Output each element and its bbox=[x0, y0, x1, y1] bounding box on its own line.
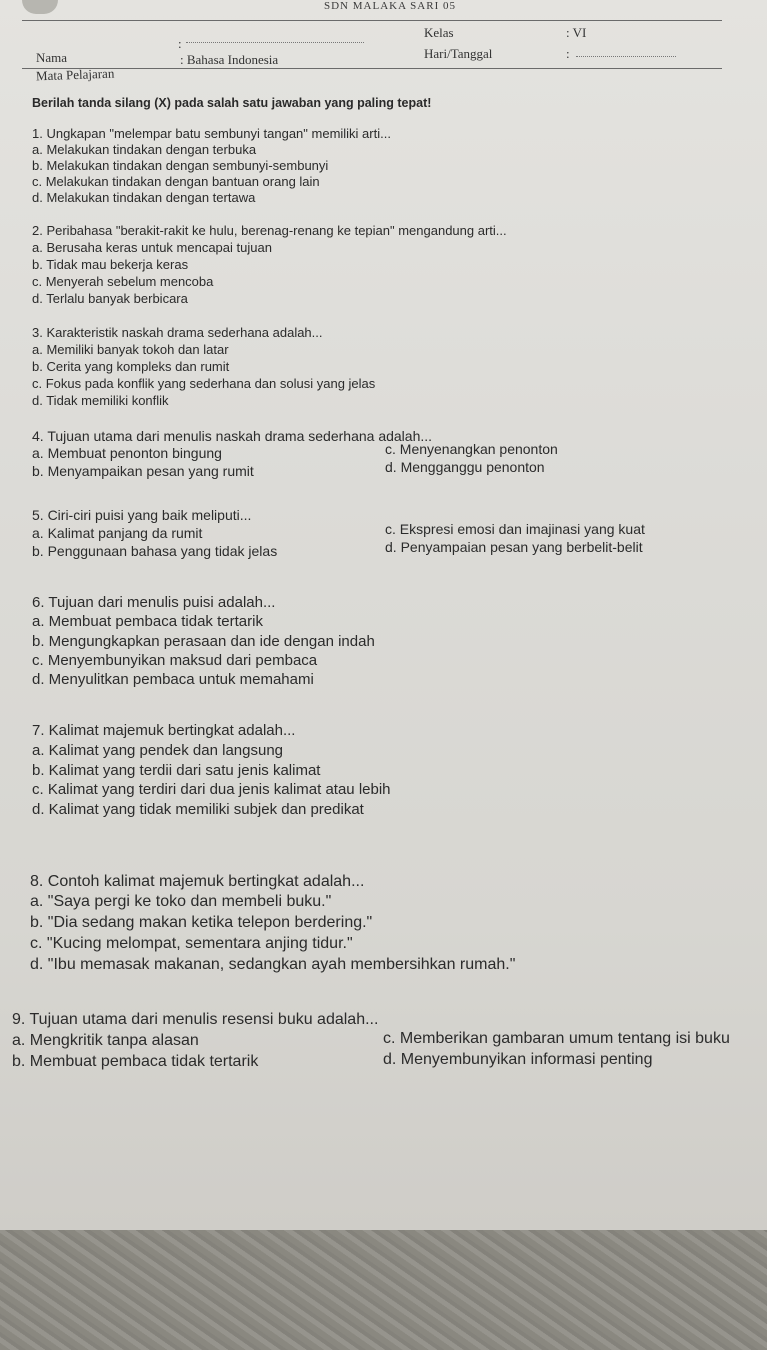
answer-option[interactable]: d. Melakukan tindakan dengan tertawa bbox=[32, 190, 256, 205]
answer-option[interactable]: a. Melakukan tindakan dengan terbuka bbox=[32, 142, 257, 157]
answer-option[interactable]: b. "Dia sedang makan ketika telepon berdering." bbox=[30, 914, 373, 931]
answer-option[interactable]: b. Melakukan tindakan dengan sembunyi-sembunyi bbox=[32, 158, 329, 173]
answer-option[interactable]: b. Tidak mau bekerja keras bbox=[32, 257, 189, 272]
name-colon: : bbox=[178, 36, 182, 51]
name-field[interactable] bbox=[186, 42, 364, 43]
date-field[interactable] bbox=[576, 56, 676, 57]
subject-label: Mata Pelajaran bbox=[35, 65, 115, 84]
question-text: 7. Kalimat majemuk bertingkat adalah... bbox=[32, 722, 296, 739]
class-value: : VI bbox=[566, 25, 587, 40]
answer-option[interactable]: a. Mengkritik tanpa alasan bbox=[12, 1032, 199, 1049]
answer-option[interactable]: c. Menyenangkan penonton bbox=[385, 441, 558, 457]
answer-option[interactable]: d. Penyampaian pesan yang berbelit-belit bbox=[385, 539, 643, 555]
subject-value: : Bahasa Indonesia bbox=[180, 52, 279, 67]
class-label: Kelas bbox=[424, 25, 454, 40]
name-label: Nama bbox=[36, 50, 68, 65]
question-text: 4. Tujuan utama dari menulis naskah drama sederhana adalah... bbox=[32, 428, 433, 444]
answer-option[interactable]: a. "Saya pergi ke toko dan membeli buku." bbox=[30, 893, 332, 910]
instruction: Berilah tanda silang (X) pada salah satu jawaban yang paling tepat! bbox=[32, 96, 432, 110]
divider bbox=[22, 20, 722, 21]
answer-option[interactable]: d. Terlalu banyak berbicara bbox=[32, 291, 188, 306]
answer-option[interactable]: c. Fokus pada konflik yang sederhana dan solusi yang jelas bbox=[32, 376, 376, 391]
answer-option[interactable]: c. Melakukan tindakan dengan bantuan orang lain bbox=[32, 174, 320, 189]
answer-option[interactable]: a. Kalimat yang pendek dan langsung bbox=[32, 742, 284, 759]
question-text: 3. Karakteristik naskah drama sederhana adalah... bbox=[32, 325, 323, 340]
answer-option[interactable]: c. Kalimat yang terdiri dari dua jenis kalimat atau lebih bbox=[32, 781, 391, 798]
answer-option[interactable]: c. Memberikan gambaran umum tentang isi buku bbox=[383, 1030, 730, 1047]
answer-option[interactable]: d. Kalimat yang tidak memiliki subjek dan predikat bbox=[32, 801, 364, 818]
question-text: 8. Contoh kalimat majemuk bertingkat adalah... bbox=[30, 873, 365, 890]
date-label: Hari/Tanggal bbox=[424, 46, 493, 61]
answer-option[interactable]: c. Menyerah sebelum mencoba bbox=[32, 274, 214, 289]
floor-background bbox=[0, 1230, 767, 1350]
answer-option[interactable]: b. Menyampaikan pesan yang rumit bbox=[32, 463, 254, 479]
answer-option[interactable]: c. Menyembunyikan maksud dari pembaca bbox=[32, 652, 318, 669]
answer-option[interactable]: d. "Ibu memasak makanan, sedangkan ayah membersihkan rumah." bbox=[30, 956, 516, 973]
question-text: 5. Ciri-ciri puisi yang baik meliputi... bbox=[32, 507, 252, 523]
school-logo bbox=[22, 0, 58, 14]
answer-option[interactable]: a. Memiliki banyak tokoh dan latar bbox=[32, 342, 229, 357]
answer-option[interactable]: a. Membuat pembaca tidak tertarik bbox=[32, 613, 263, 630]
answer-option[interactable]: a. Berusaha keras untuk mencapai tujuan bbox=[32, 240, 272, 255]
divider bbox=[22, 68, 722, 69]
answer-option[interactable]: c. "Kucing melompat, sementara anjing tidur." bbox=[30, 935, 353, 952]
answer-option[interactable]: d. Menyulitkan pembaca untuk memahami bbox=[32, 671, 314, 688]
answer-option[interactable]: b. Membuat pembaca tidak tertarik bbox=[12, 1053, 259, 1070]
question-text: 1. Ungkapan "melempar batu sembunyi tangan" memiliki arti... bbox=[32, 126, 391, 141]
answer-option[interactable]: a. Kalimat panjang da rumit bbox=[32, 525, 203, 541]
answer-option[interactable]: b. Cerita yang kompleks dan rumit bbox=[32, 359, 230, 374]
answer-option[interactable]: b. Penggunaan bahasa yang tidak jelas bbox=[32, 543, 278, 559]
question-text: 9. Tujuan utama dari menulis resensi buku adalah... bbox=[12, 1011, 379, 1028]
answer-option[interactable]: a. Membuat penonton bingung bbox=[32, 445, 222, 461]
answer-option[interactable]: d. Tidak memiliki konflik bbox=[32, 393, 169, 408]
question-text: 2. Peribahasa "berakit-rakit ke hulu, berenag-renang ke tepian" mengandung arti... bbox=[32, 223, 507, 238]
answer-option[interactable]: d. Menyembunyikan informasi penting bbox=[383, 1051, 653, 1068]
question-text: 6. Tujuan dari menulis puisi adalah... bbox=[32, 594, 276, 611]
answer-option[interactable]: b. Kalimat yang terdii dari satu jenis kalimat bbox=[32, 762, 321, 779]
date-colon: : bbox=[566, 46, 570, 61]
school-name: SDN MALAKA SARI 05 bbox=[324, 0, 456, 12]
answer-option[interactable]: d. Mengganggu penonton bbox=[385, 459, 545, 475]
answer-option[interactable]: b. Mengungkapkan perasaan dan ide dengan indah bbox=[32, 633, 375, 650]
answer-option[interactable]: c. Ekspresi emosi dan imajinasi yang kuat bbox=[385, 521, 645, 537]
